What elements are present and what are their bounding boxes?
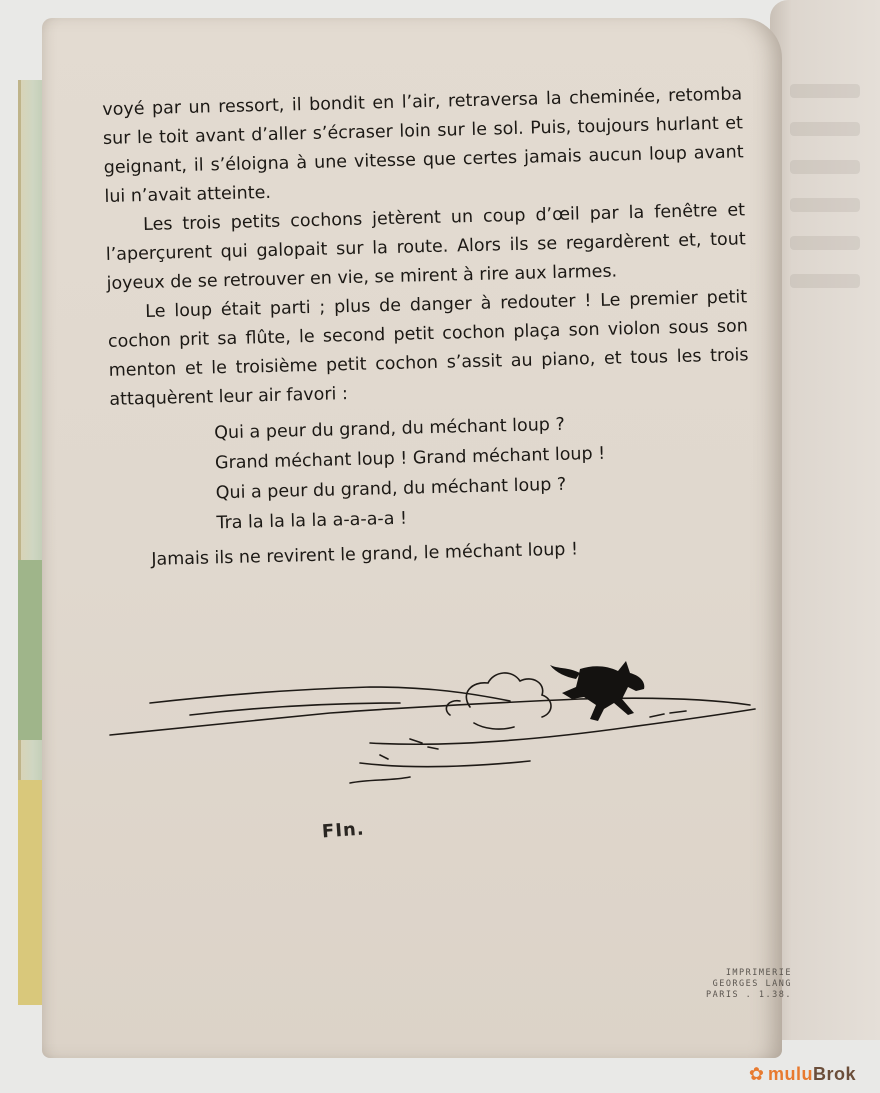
paragraph-3: Le loup était parti ; plus de danger à redouter ! Le premier petit cochon prit sa flûte, le second petit cochon plaça son violon sous son menton et le troisième petit cochon s’assit au piano, et tous les trois attaquèrent leur air favori : bbox=[107, 287, 749, 410]
printer-imprint bbox=[692, 968, 792, 1001]
fin-signature: FIn. bbox=[321, 818, 366, 843]
book-page bbox=[42, 18, 792, 1058]
song-line: Qui a peur du grand, du méchant loup ? bbox=[214, 414, 565, 444]
watermark-logo bbox=[749, 1064, 856, 1085]
facing-page-bleed-text bbox=[790, 60, 860, 380]
paragraph-1: voyé par un ressort, il bondit en l’air, retraversa la cheminée, retomba sur le toit avant d’aller s’écraser loin sur le sol. Puis, toujours hurlant et geignant, il s’éloigna à une vitesse que certes jamais aucun loup avant lui n’avait atteinte. bbox=[102, 84, 744, 207]
song-verse bbox=[214, 405, 753, 538]
imprint-line: IMPRIMERIE bbox=[725, 968, 792, 978]
song-line: Grand méchant loup ! Grand méchant loup ! bbox=[214, 443, 606, 474]
imprint-line: PARIS . 1.38. bbox=[705, 990, 792, 1000]
closing-line: Jamais ils ne revirent le grand, le méchant loup ! bbox=[151, 539, 579, 570]
song-line: Tra la la la la a-a-a-a ! bbox=[216, 508, 408, 534]
wolf-running-illustration bbox=[110, 643, 760, 798]
song-line: Qui a peur du grand, du méchant loup ? bbox=[215, 474, 567, 504]
imprint-line: GEORGES LANG bbox=[712, 979, 792, 989]
paragraph-2: Les trois petits cochons jetèrent un coup d’œil par la fenêtre et l’aperçurent qui galopait sur la route. Alors ils se regardèrent et, tout joyeux de se retrouver en vie, se mirent à rire aux larmes. bbox=[105, 200, 746, 294]
watermark-text: muluBrok bbox=[767, 1064, 856, 1084]
page-text bbox=[102, 80, 754, 575]
wolf-silhouette bbox=[550, 661, 644, 721]
flower-icon: ✿ bbox=[748, 1063, 764, 1085]
